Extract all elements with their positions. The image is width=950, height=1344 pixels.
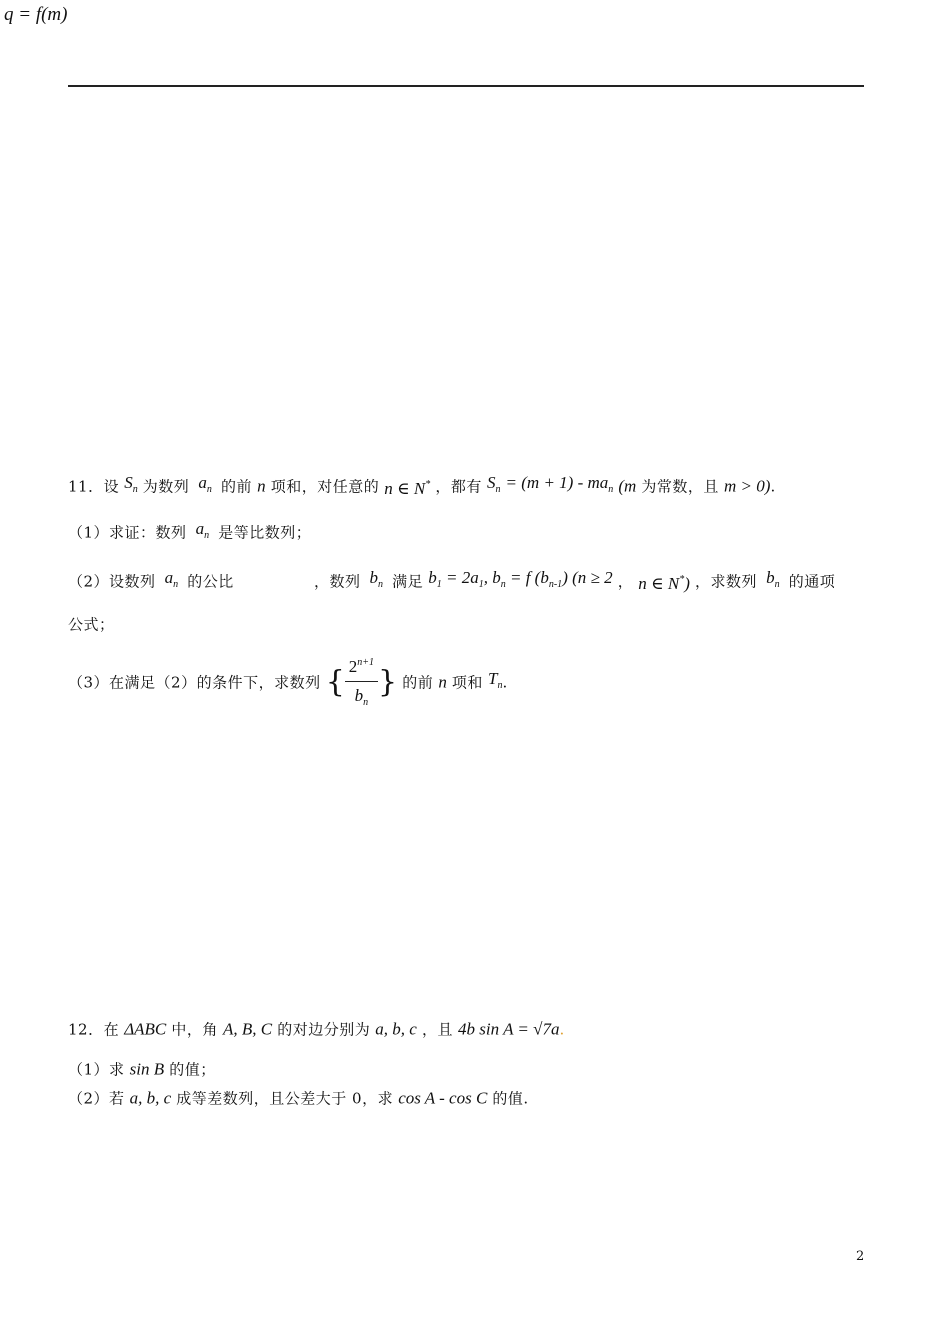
q11-part2-text: 满足 (392, 572, 424, 591)
q11-line1 (68, 468, 878, 498)
q11-part1 (68, 514, 878, 544)
left-brace: { (325, 664, 345, 700)
q11-condition: m > 0) (724, 476, 771, 496)
q11-part2-text: ，求数列 (695, 572, 758, 591)
q12-triangle: ΔABC (124, 1019, 167, 1039)
q11-part2-cont-text: 公式； (68, 615, 115, 634)
q12-period: . (559, 1020, 565, 1039)
q11-S: $S_n$ (124, 473, 138, 495)
q12-text: 中，角 (171, 1020, 218, 1039)
q12-line1 (68, 1014, 878, 1044)
q11-part3-text: 项和 (451, 673, 483, 692)
q11-part2-set-a: $a_n$ (164, 568, 179, 590)
q11-set-a: $a_n$ (198, 473, 212, 495)
q11-text: 项和，对任意的 (270, 477, 380, 496)
q12-part1-expr: sin B (129, 1059, 165, 1079)
q11-part2-text: ， (617, 572, 634, 591)
q12-part2-expr: cos A - cos C (398, 1088, 488, 1108)
q11-m: (m (618, 476, 637, 496)
q12-part2 (68, 1083, 878, 1113)
q11-part2-text: 的公比 (187, 572, 234, 591)
page-number: 2 (856, 1249, 865, 1264)
q12-part2-text: 成等差数列，且公差大于 0，求 (176, 1089, 394, 1108)
q12-text: 的对边分别为 (277, 1020, 371, 1039)
q11-part3 (68, 651, 878, 707)
q11-part1-label: （1）求证：数列 (68, 523, 187, 542)
q12-part2-label: （2）若 (68, 1089, 125, 1108)
top-formula: q = f(m) (4, 4, 68, 25)
q12-number: 12．在 (68, 1020, 120, 1039)
q12-part2-tail: 的值. (492, 1089, 529, 1108)
q11-part2-text: 的通项 (788, 572, 836, 591)
q11-part2-set-b2: $b_n$ (766, 568, 780, 590)
q11-part2-set-b: $b_n$ (369, 568, 384, 590)
q11-part1-set-a: $a_n$ (195, 519, 210, 541)
q12-sides: a, b, c (375, 1019, 417, 1039)
q12-angles: A, B, C (222, 1019, 273, 1039)
q11-equation: = $(m + 1) - ma_n$ (505, 473, 614, 495)
q12-part2-sides: a, b, c (129, 1088, 172, 1108)
q11-part2-n-in-N: n ∈ N*) (638, 573, 690, 593)
right-brace: } (378, 664, 398, 700)
q11-n: n (257, 476, 266, 496)
q11-part3-n: n (438, 672, 447, 692)
q11-part2-text: ，数列 (313, 572, 361, 591)
q12-text: ，且 (421, 1020, 453, 1039)
q11-number: 11．设 (68, 477, 120, 496)
q12-part1-tail: 的值； (169, 1060, 216, 1079)
q11-text: ，都有 (435, 477, 482, 496)
q11-part2-recurrence: $b_1 = 2a_1$, $b_n = f$ $(b_{n-1}) (n \ge 2$ (428, 568, 613, 590)
q11-text: 为常数，且 (641, 477, 719, 496)
q11-part2 (68, 563, 878, 593)
q11-text: 为数列 (142, 477, 190, 496)
q11-part3-fraction: $\frac{2^{n+1}}{b_n}$ (345, 653, 378, 713)
q11-part1-tail: 是等比数列； (218, 523, 312, 542)
q11-part2-label: （2）设数列 (68, 572, 156, 591)
q12-part1-label: （1）求 (68, 1060, 125, 1079)
horizontal-rule (68, 85, 864, 87)
q11-period: . (770, 477, 776, 496)
q11-part3-T: $T_n$ (488, 669, 503, 691)
q12-part1 (68, 1054, 878, 1084)
q11-text: 的前 (220, 477, 252, 496)
q11-n-in-N: n ∈ N* (384, 478, 431, 498)
q11-part2-continued (68, 609, 878, 639)
q11-part3-text: 的前 (402, 673, 434, 692)
q11-part3-label: （3）在满足（2）的条件下，求数列 (68, 673, 321, 692)
q12-equation: 4b sin A = √7a (458, 1019, 560, 1039)
q11-S2: $S_n$ (486, 473, 501, 495)
q11-part3-period: . (502, 673, 508, 692)
